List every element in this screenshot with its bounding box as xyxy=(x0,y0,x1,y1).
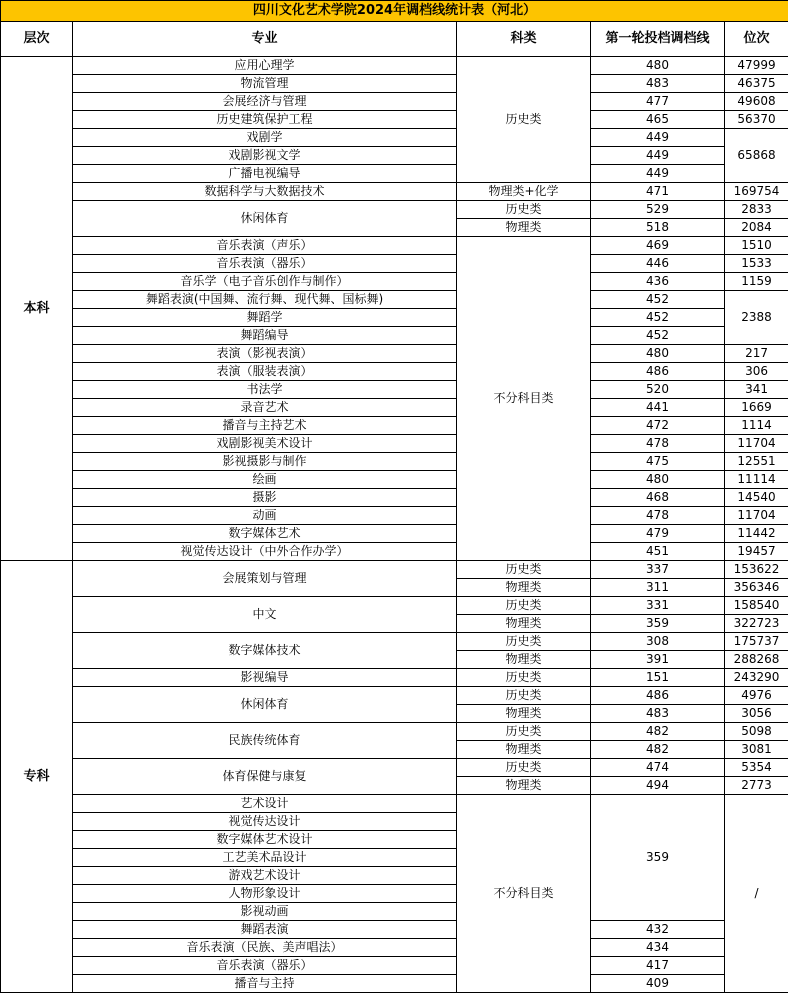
rank-cell: 2773 xyxy=(725,777,788,795)
rank-cell: 322723 xyxy=(725,615,788,633)
score-cell: 486 xyxy=(591,687,725,705)
major-cell: 影视编导 xyxy=(73,669,457,687)
table-row xyxy=(1,525,788,543)
major-cell: 舞蹈编导 xyxy=(73,327,457,345)
score-cell: 494 xyxy=(591,777,725,795)
rank-cell: 47999 xyxy=(725,57,788,75)
subject-cell: 不分科目类 xyxy=(457,237,591,561)
subject-cell: 历史类 xyxy=(457,597,591,615)
subject-cell: 物理类 xyxy=(457,579,591,597)
table-row xyxy=(1,795,788,813)
subject-cell: 物理类 xyxy=(457,777,591,795)
major-cell: 中文 xyxy=(73,597,457,633)
major-cell: 书法学 xyxy=(73,381,457,399)
table-row xyxy=(1,111,788,129)
score-cell: 446 xyxy=(591,255,725,273)
score-cell: 468 xyxy=(591,489,725,507)
score-cell: 359 xyxy=(591,615,725,633)
score-cell: 436 xyxy=(591,273,725,291)
major-cell: 数字媒体技术 xyxy=(73,633,457,669)
rank-cell: 288268 xyxy=(725,651,788,669)
major-cell: 戏剧影视美术设计 xyxy=(73,435,457,453)
subject-cell: 历史类 xyxy=(457,561,591,579)
rank-cell: 11114 xyxy=(725,471,788,489)
rank-cell: 306 xyxy=(725,363,788,381)
rank-cell: 1510 xyxy=(725,237,788,255)
major-cell: 会展策划与管理 xyxy=(73,561,457,597)
score-cell: 480 xyxy=(591,345,725,363)
table-row xyxy=(1,921,788,939)
table-row xyxy=(1,165,788,183)
major-cell: 广播电视编导 xyxy=(73,165,457,183)
rank-cell: 56370 xyxy=(725,111,788,129)
table-row xyxy=(1,489,788,507)
score-cell: 482 xyxy=(591,741,725,759)
rank-cell: 1669 xyxy=(725,399,788,417)
table-row xyxy=(1,255,788,273)
table-row xyxy=(1,399,788,417)
subject-cell: 历史类 xyxy=(457,633,591,651)
header-score: 第一轮投档调档线 xyxy=(591,22,725,57)
table-row xyxy=(1,309,788,327)
table-row xyxy=(1,291,788,309)
score-cell: 465 xyxy=(591,111,725,129)
rank-cell: 1114 xyxy=(725,417,788,435)
rank-cell: 3081 xyxy=(725,741,788,759)
table-row xyxy=(1,471,788,489)
table-row xyxy=(1,381,788,399)
score-cell: 434 xyxy=(591,939,725,957)
rank-cell: 11704 xyxy=(725,507,788,525)
rank-cell: 65868 xyxy=(725,129,788,183)
score-cell: 337 xyxy=(591,561,725,579)
rank-cell: 19457 xyxy=(725,543,788,561)
score-cell: 477 xyxy=(591,93,725,111)
major-cell: 视觉传达设计（中外合作办学） xyxy=(73,543,457,561)
title-row xyxy=(1,1,788,22)
rank-cell: 11442 xyxy=(725,525,788,543)
subject-cell: 历史类 xyxy=(457,57,591,183)
table-row xyxy=(1,129,788,147)
rank-cell: 11704 xyxy=(725,435,788,453)
rank-cell: 5098 xyxy=(725,723,788,741)
major-cell: 绘画 xyxy=(73,471,457,489)
table-row xyxy=(1,363,788,381)
major-cell: 表演（影视表演） xyxy=(73,345,457,363)
table-row xyxy=(1,939,788,957)
major-cell: 物流管理 xyxy=(73,75,457,93)
score-cell: 482 xyxy=(591,723,725,741)
major-cell: 人物形象设计 xyxy=(73,885,457,903)
table-row xyxy=(1,723,788,741)
table-row xyxy=(1,57,788,75)
major-cell: 历史建筑保护工程 xyxy=(73,111,457,129)
rank-cell: 12551 xyxy=(725,453,788,471)
score-cell: 449 xyxy=(591,129,725,147)
level-zhuanke: 专科 xyxy=(1,561,73,993)
score-cell: 359 xyxy=(591,795,725,921)
score-cell: 151 xyxy=(591,669,725,687)
table-row xyxy=(1,273,788,291)
score-cell: 518 xyxy=(591,219,725,237)
subject-cell: 物理类 xyxy=(457,741,591,759)
major-cell: 影视摄影与制作 xyxy=(73,453,457,471)
table-row xyxy=(1,597,788,615)
rank-cell: 46375 xyxy=(725,75,788,93)
table-title: 四川文化艺术学院2024年调档线统计表（河北） xyxy=(1,1,788,22)
table-row xyxy=(1,237,788,255)
table-row xyxy=(1,93,788,111)
major-cell: 音乐表演（器乐） xyxy=(73,957,457,975)
score-cell: 469 xyxy=(591,237,725,255)
score-cell: 432 xyxy=(591,921,725,939)
score-cell: 452 xyxy=(591,309,725,327)
major-cell: 播音与主持艺术 xyxy=(73,417,457,435)
score-cell: 478 xyxy=(591,507,725,525)
score-cell: 474 xyxy=(591,759,725,777)
rank-cell: 5354 xyxy=(725,759,788,777)
table-row xyxy=(1,75,788,93)
major-cell: 视觉传达设计 xyxy=(73,813,457,831)
table-row xyxy=(1,453,788,471)
rank-cell: 14540 xyxy=(725,489,788,507)
major-cell: 会展经济与管理 xyxy=(73,93,457,111)
table-row xyxy=(1,561,788,579)
major-cell: 影视动画 xyxy=(73,903,457,921)
table-row xyxy=(1,633,788,651)
rank-cell: 356346 xyxy=(725,579,788,597)
major-cell: 动画 xyxy=(73,507,457,525)
major-cell: 数据科学与大数据技术 xyxy=(73,183,457,201)
table-row xyxy=(1,327,788,345)
rank-cell: 2388 xyxy=(725,291,788,345)
header-major: 专业 xyxy=(73,22,457,57)
major-cell: 舞蹈学 xyxy=(73,309,457,327)
score-cell: 452 xyxy=(591,327,725,345)
subject-cell: 历史类 xyxy=(457,759,591,777)
score-cell: 479 xyxy=(591,525,725,543)
table-row xyxy=(1,507,788,525)
score-cell: 391 xyxy=(591,651,725,669)
level-benke: 本科 xyxy=(1,57,73,561)
major-cell: 戏剧影视文学 xyxy=(73,147,457,165)
rank-cell: 341 xyxy=(725,381,788,399)
score-cell: 449 xyxy=(591,165,725,183)
major-cell: 音乐学（电子音乐创作与制作） xyxy=(73,273,457,291)
table-row xyxy=(1,417,788,435)
score-cell: 311 xyxy=(591,579,725,597)
major-cell: 音乐表演（声乐） xyxy=(73,237,457,255)
score-cell: 520 xyxy=(591,381,725,399)
score-cell: 480 xyxy=(591,471,725,489)
rank-cell: 158540 xyxy=(725,597,788,615)
score-cell: 483 xyxy=(591,75,725,93)
major-cell: 休闲体育 xyxy=(73,687,457,723)
major-cell: 表演（服装表演） xyxy=(73,363,457,381)
major-cell: 数字媒体艺术设计 xyxy=(73,831,457,849)
major-cell: 休闲体育 xyxy=(73,201,457,237)
header-rank: 位次 xyxy=(725,22,788,57)
score-cell: 308 xyxy=(591,633,725,651)
rank-cell: 243290 xyxy=(725,669,788,687)
major-cell: 舞蹈表演 xyxy=(73,921,457,939)
rank-cell: 4976 xyxy=(725,687,788,705)
header-subject: 科类 xyxy=(457,22,591,57)
table-row xyxy=(1,975,788,993)
major-cell: 民族传统体育 xyxy=(73,723,457,759)
major-cell: 舞蹈表演(中国舞、流行舞、现代舞、国标舞) xyxy=(73,291,457,309)
subject-cell: 物理类 xyxy=(457,615,591,633)
major-cell: 摄影 xyxy=(73,489,457,507)
table-row xyxy=(1,543,788,561)
major-cell: 游戏艺术设计 xyxy=(73,867,457,885)
score-cell: 480 xyxy=(591,57,725,75)
subject-cell: 历史类 xyxy=(457,669,591,687)
major-cell: 体育保健与康复 xyxy=(73,759,457,795)
score-cell: 471 xyxy=(591,183,725,201)
rank-cell: 49608 xyxy=(725,93,788,111)
major-cell: 音乐表演（民族、美声唱法） xyxy=(73,939,457,957)
header-level: 层次 xyxy=(1,22,73,57)
major-cell: 工艺美术品设计 xyxy=(73,849,457,867)
subject-cell: 物理类 xyxy=(457,651,591,669)
rank-cell: 153622 xyxy=(725,561,788,579)
rank-cell: 3056 xyxy=(725,705,788,723)
subject-cell: 历史类 xyxy=(457,201,591,219)
score-cell: 331 xyxy=(591,597,725,615)
table-row xyxy=(1,957,788,975)
score-cell: 452 xyxy=(591,291,725,309)
subject-cell: 物理类+化学 xyxy=(457,183,591,201)
score-cell: 475 xyxy=(591,453,725,471)
table-row xyxy=(1,687,788,705)
rank-cell: 2084 xyxy=(725,219,788,237)
table-row xyxy=(1,759,788,777)
rank-cell: 1533 xyxy=(725,255,788,273)
table-row xyxy=(1,669,788,687)
table-row xyxy=(1,183,788,201)
rank-cell: 175737 xyxy=(725,633,788,651)
score-cell: 486 xyxy=(591,363,725,381)
score-cell: 472 xyxy=(591,417,725,435)
subject-cell: 物理类 xyxy=(457,219,591,237)
rank-cell: / xyxy=(725,795,788,993)
major-cell: 播音与主持 xyxy=(73,975,457,993)
score-cell: 529 xyxy=(591,201,725,219)
score-cell: 478 xyxy=(591,435,725,453)
table-row xyxy=(1,345,788,363)
table-row xyxy=(1,201,788,219)
subject-cell: 历史类 xyxy=(457,687,591,705)
table-row xyxy=(1,435,788,453)
major-cell: 戏剧学 xyxy=(73,129,457,147)
subject-cell: 不分科目类 xyxy=(457,795,591,993)
score-cell: 409 xyxy=(591,975,725,993)
major-cell: 音乐表演（器乐） xyxy=(73,255,457,273)
header-row xyxy=(1,22,788,57)
subject-cell: 历史类 xyxy=(457,723,591,741)
major-cell: 应用心理学 xyxy=(73,57,457,75)
rank-cell: 217 xyxy=(725,345,788,363)
subject-cell: 物理类 xyxy=(457,705,591,723)
major-cell: 数字媒体艺术 xyxy=(73,525,457,543)
score-cell: 483 xyxy=(591,705,725,723)
score-cell: 451 xyxy=(591,543,725,561)
major-cell: 艺术设计 xyxy=(73,795,457,813)
major-cell: 录音艺术 xyxy=(73,399,457,417)
score-cell: 441 xyxy=(591,399,725,417)
rank-cell: 169754 xyxy=(725,183,788,201)
rank-cell: 1159 xyxy=(725,273,788,291)
score-cell: 417 xyxy=(591,957,725,975)
score-cell: 449 xyxy=(591,147,725,165)
rank-cell: 2833 xyxy=(725,201,788,219)
table-row xyxy=(1,147,788,165)
